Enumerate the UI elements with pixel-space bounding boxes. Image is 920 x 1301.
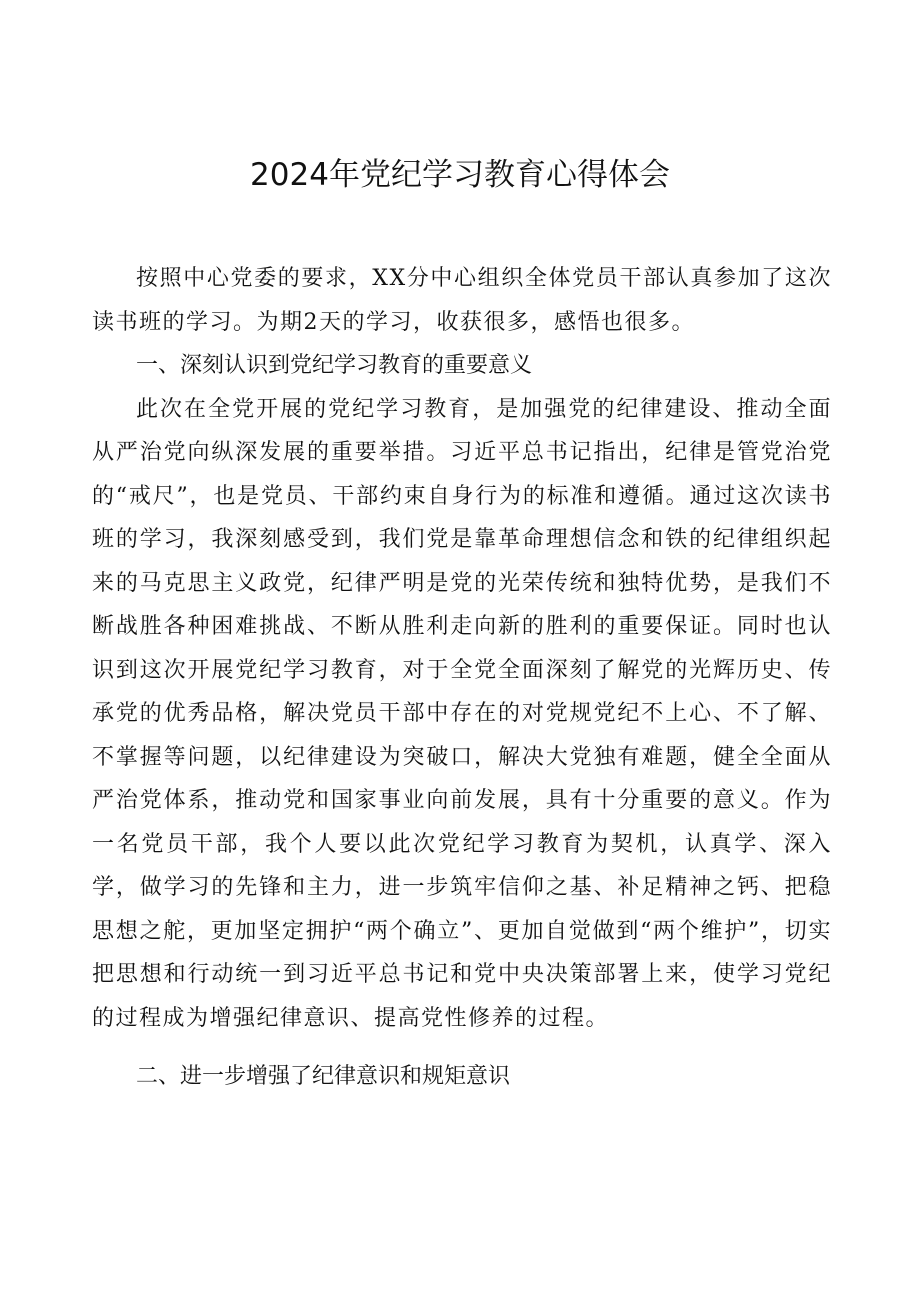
section-1-heading: 一、深刻认识到党纪学习教育的重要意义 xyxy=(136,353,533,378)
section-2-heading: 二、进一步增强了纪律意识和规矩意识 xyxy=(136,1064,511,1089)
document-body xyxy=(92,257,832,1099)
intro-paragraph: 按照中心党委的要求，XX分中心组织全体党员干部认真参加了这次读书班的学习。为期2天的学习，收获很多，感悟也很多。 xyxy=(92,266,832,335)
section-1-paragraph: 此次在全党开展的党纪学习教育，是加强党的纪律建设、推动全面从严治党向纵深发展的重要举措。习近平总书记指出，纪律是管党治党的“戒尺”，也是党员、干部约束自身行为的标准和遵循。通过这次读书班的学习，我深刻感受到，我们党是靠革命理想信念和铁的纪律组织起来的马克思主义政党，纪律严明是党的光荣传统和独特优势，是我们不断战胜各种困难挑战、不断从胜利走向新的胜利的重要保证。同时也认识到这次开展党纪学习教育，对于全党全面深刻了解党的光辉历史、传承党的优秀品格，解决党员干部中存在的对党规党纪不上心、不了解、不掌握等问题，以纪律建设为突破口，解决大党独有难题，健全全面从严治党体系，推动党和国家事业向前发展，具有十分重要的意义。作为一名党员干部，我个人要以此次党纪学习教育为契机，认真学、深入学，做学习的先锋和主力，进一步筑牢信仰之基、补足精神之钙、把稳思想之舵，更加坚定拥护“两个确立”、更加自觉做到“两个维护”，切实把思想和行动统一到习近平总书记和党中央决策部署上来，使学习党纪的过程成为增强纪律意识、提高党性修养的过程。 xyxy=(92,396,832,1031)
document-title: 2024年党纪学习教育心得体会 xyxy=(250,157,670,193)
